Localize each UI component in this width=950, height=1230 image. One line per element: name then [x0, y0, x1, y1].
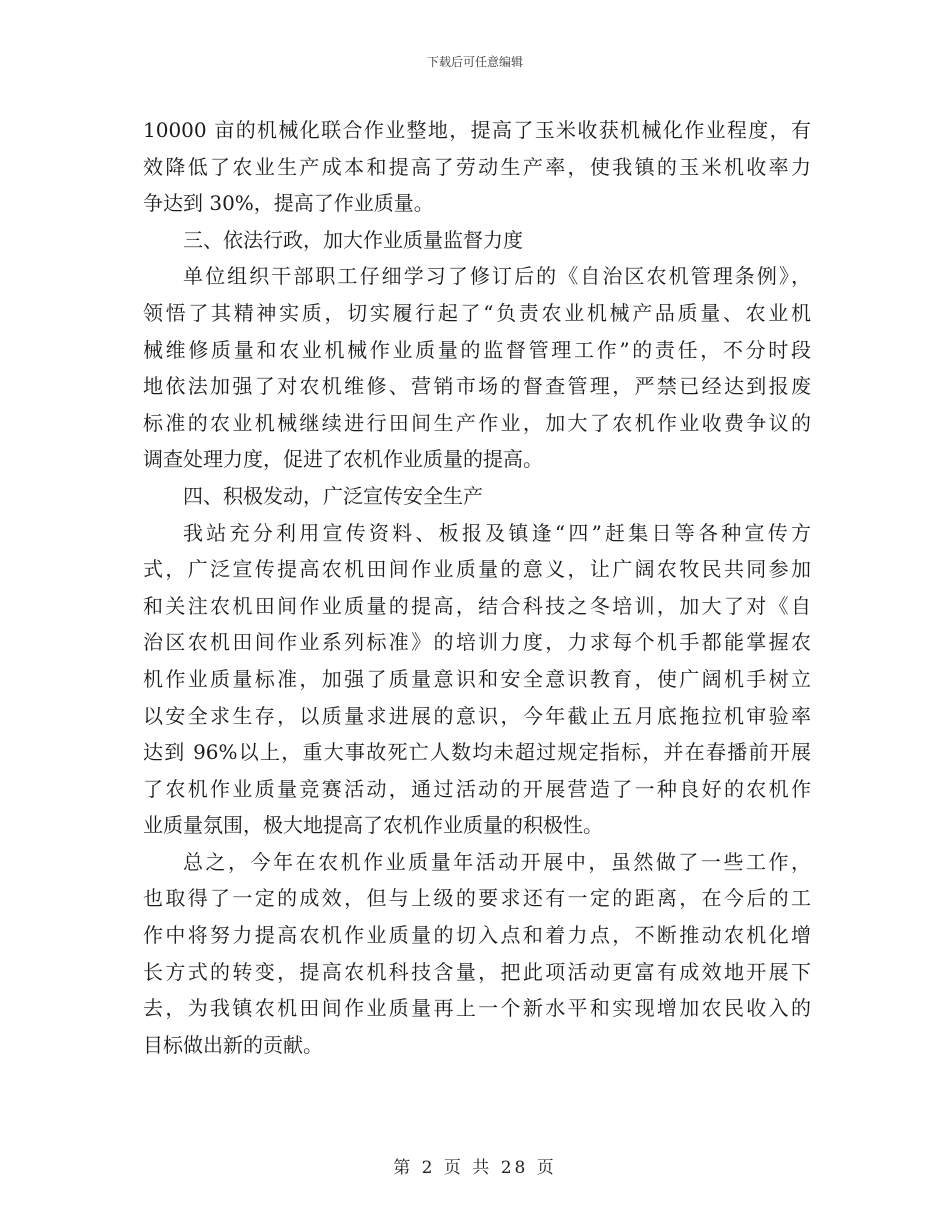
text-line: 四、积极发动，广泛宣传安全生产	[183, 483, 483, 508]
text-line: 我站充分利用宣传资料、板报及镇逢“四”赶集日等各种宣传方	[183, 520, 811, 545]
text-line: 争达到 30%，提高了作业质量。	[143, 191, 434, 216]
text-line: 地依法加强了对农机维修、营销市场的督查管理，严禁已经达到报废	[143, 374, 811, 399]
text-line: 去，为我镇农机田间作业质量再上一个新水平和实现增加农民收入的	[143, 996, 811, 1021]
text-line: 了农机作业质量竞赛活动，通过活动的开展营造了一种良好的农机作	[143, 776, 811, 801]
text-line: 目标做出新的贡献。	[143, 1032, 323, 1057]
text-line: 作中将努力提高农机作业质量的切入点和着力点，不断推动农机化增	[143, 923, 811, 948]
text-line: 治区农机田间作业系列标准》的培训力度，力求每个机手都能掌握农	[143, 630, 811, 655]
text-line: 领悟了其精神实质，切实履行起了“负责农业机械产品质量、农业机	[143, 300, 811, 325]
text-line: 式，广泛宣传提高农机田间作业质量的意义，让广阔农牧民共同参加	[143, 557, 811, 582]
page-header: 下载后可任意编辑	[426, 55, 523, 69]
text-line: 调查处理力度，促进了农机作业质量的提高。	[143, 447, 543, 472]
text-line: 也取得了一定的成效，但与上级的要求还有一定的距离，在今后的工	[143, 886, 811, 911]
text-line: 达到 96%以上，重大事故死亡人数均未超过规定指标，并在春播前开展	[143, 740, 811, 765]
text-line: 总之，今年在农机作业质量年活动开展中，虽然做了一些工作，	[183, 849, 811, 874]
text-line: 效降低了农业生产成本和提高了劳动生产率，使我镇的玉米机收率力	[143, 154, 811, 179]
text-line: 标准的农业机械继续进行田间生产作业，加大了农机作业收费争议的	[143, 410, 811, 435]
text-line: 单位组织干部职工仔细学习了修订后的《自治区农机管理条例》，	[183, 264, 811, 289]
text-line: 机作业质量标准，加强了质量意识和安全意识教育，使广阔机手树立	[143, 666, 811, 691]
page-footer: 第 2 页 共 28 页	[393, 1158, 557, 1178]
text-line: 长方式的转变，提高农机科技含量，把此项活动更富有成效地开展下	[143, 959, 811, 984]
text-line: 和关注农机田间作业质量的提高，结合科技之冬培训，加大了对《自	[143, 593, 811, 618]
text-line: 业质量氛围，极大地提高了农机作业质量的积极性。	[143, 813, 603, 838]
document-body	[143, 112, 811, 1063]
text-line: 10000 亩的机械化联合作业整地，提高了玉米收获机械化作业程度，有	[143, 118, 811, 142]
text-line: 械维修质量和农业机械作业质量的监督管理工作”的责任，不分时段	[143, 337, 811, 362]
text-line: 三、依法行政，加大作业质量监督力度	[183, 227, 523, 252]
text-line: 以安全求生存，以质量求进展的意识，今年截止五月底拖拉机审验率	[143, 703, 811, 728]
